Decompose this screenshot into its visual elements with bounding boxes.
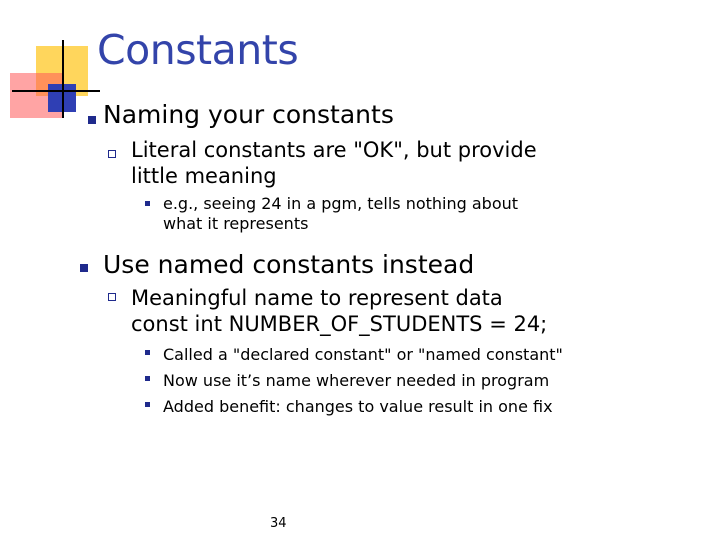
- bullet-level3-line: what it represents: [163, 214, 309, 233]
- bullet-level3-line: Called a "declared constant" or "named constant": [163, 345, 563, 364]
- small-square-bullet-icon: [145, 402, 150, 407]
- bullet-level2-line: const int NUMBER_OF_STUDENTS = 24;: [131, 312, 548, 336]
- page-number: 34: [270, 516, 287, 531]
- decor-horizontal-line: [12, 90, 100, 92]
- slide-title: Constants: [97, 26, 299, 74]
- bullet-level2-text: [131, 285, 547, 337]
- small-square-bullet-icon: [145, 201, 150, 206]
- small-square-bullet-icon: [145, 376, 150, 381]
- bullet-level2-line: Literal constants are "OK", but provide: [131, 138, 537, 162]
- bullet-level1-text: Naming your constants: [103, 100, 394, 129]
- bullet-level3-text: [163, 194, 518, 234]
- bullet-level2-line: Meaningful name to represent data: [131, 286, 503, 310]
- bullet-level3-line: Added benefit: changes to value result in one fix: [163, 397, 553, 416]
- bullet-level3-text: [163, 368, 549, 394]
- bullet-square-icon: [80, 264, 88, 272]
- bullet-level1-text: Use named constants instead: [103, 250, 475, 279]
- decor-vertical-line: [62, 40, 64, 118]
- bullet-level3-text: [163, 342, 563, 368]
- bullet-level3-text: [163, 394, 553, 420]
- hollow-square-bullet-icon: [108, 293, 116, 301]
- bullet-square-icon: [88, 116, 96, 124]
- bullet-level2-line: little meaning: [131, 164, 277, 188]
- bullet-level3-line: Now use it’s name wherever needed in program: [163, 371, 550, 390]
- hollow-square-bullet-icon: [108, 150, 116, 158]
- small-square-bullet-icon: [145, 350, 150, 355]
- bullet-level3-line: e.g., seeing 24 in a pgm, tells nothing about: [163, 194, 519, 213]
- bullet-level2-text: [131, 137, 537, 189]
